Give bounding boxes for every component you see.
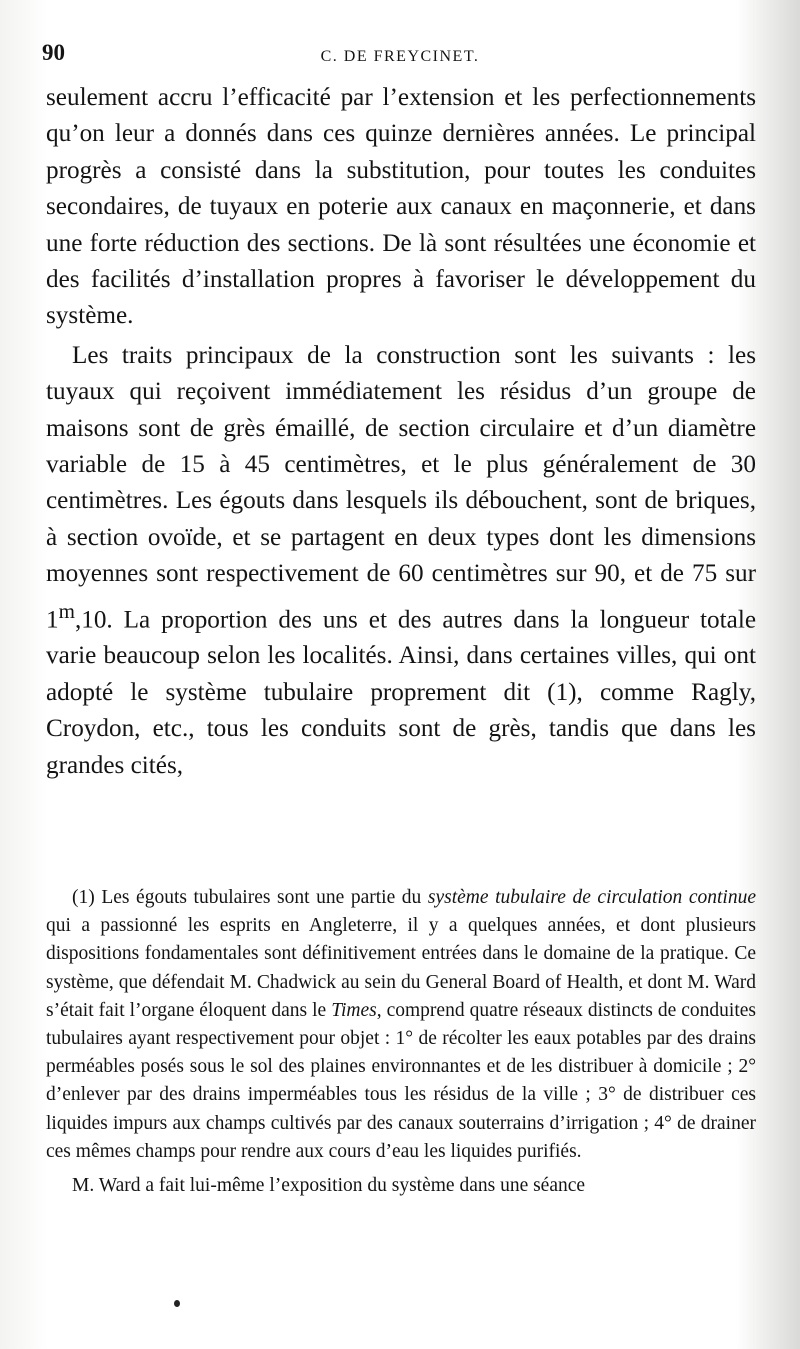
footnote-1-times: Times <box>331 999 377 1021</box>
meter-superscript: m <box>58 598 75 623</box>
footnote-1-text-a: (1) Les égouts tubulaires sont une partie du <box>72 887 428 908</box>
footnote-1-text-b: qui a passionné les esprits en Angleterre, il y a quelques années, et dont plusieurs dispositions fondamentales sont définitivement entrées dans le domaine de la pratique. Ce système, que défendait M. Chadwick au sein du General Board of Health, et dont M. Ward s’était fait l’organe éloquent dans le <box>46 915 756 1021</box>
paragraph-construction-text-b: ,10. La proportion des uns et des autres dans la longueur totale varie beaucoup selon les localités. Ainsi, dans certaines villes, qui ont adopté le système tubulaire proprement dit (1), comme Ragly, Croydon, etc., tous les conduits sont de grès, tandis que dans les grandes cités, <box>46 606 756 779</box>
paragraph-construction <box>46 338 756 784</box>
ink-speck <box>174 1300 180 1307</box>
footnotes <box>46 884 756 1200</box>
paragraph-construction-text-a: Les traits principaux de la construction sont les suivants : les tuyaux qui reçoivent immédiatement les résidus d’un groupe de maisons sont de grès émaillé, de section circulaire et d’un diamètre variable de 15 à 45 centimètres, et le plus généralement de 30 centimètres. Les égouts dans lesquels ils débouchent, sont de briques, à section ovoïde, et se partagent en deux types dont les dimensions moyennes sont respectivement de 60 centimètres sur 90, et de 75 sur 1 <box>46 341 756 634</box>
footnote-1 <box>46 884 756 1166</box>
footnote-continuation: M. Ward a fait lui-même l’exposition du système dans une séance <box>72 1175 586 1197</box>
running-head: C. DE FREYCINET. <box>320 48 480 65</box>
paragraph-continuation: seulement accru l’efficacité par l’extension et les perfectionnements qu’on leur a donnés dans ces quinze dernières années. Le principal progrès a consisté dans la substitution, pour toutes les conduites secondaires, de tuyaux en poterie aux canaux en maçonnerie, et dans une forte réduction des sections. De là sont résultées une économie et des facilités d’installation propres à favoriser le développement du système. <box>46 84 756 330</box>
footnote-1-emphasis: système tubulaire de circulation continue <box>427 887 756 908</box>
page-header <box>42 40 758 76</box>
footnote-1-text-c: , comprend quatre réseaux distincts de conduites tubulaires ayant respectivement pour objet : 1° de récolter les eaux potables par des drains perméables posés sous le sol des plaines environnantes et de les distribuer à domicile ; 2° d’enlever par des drains imperméables tous les résidus de la ville ; 3° de distribuer ces liquides impurs aux champs cultivés par des canaux souterrains d’irrigation ; 4° de drainer ces mêmes champs pour rendre aux cours d’eau les liquides purifiés. <box>46 999 756 1162</box>
page-number: 90 <box>42 40 65 65</box>
main-text <box>46 80 756 784</box>
